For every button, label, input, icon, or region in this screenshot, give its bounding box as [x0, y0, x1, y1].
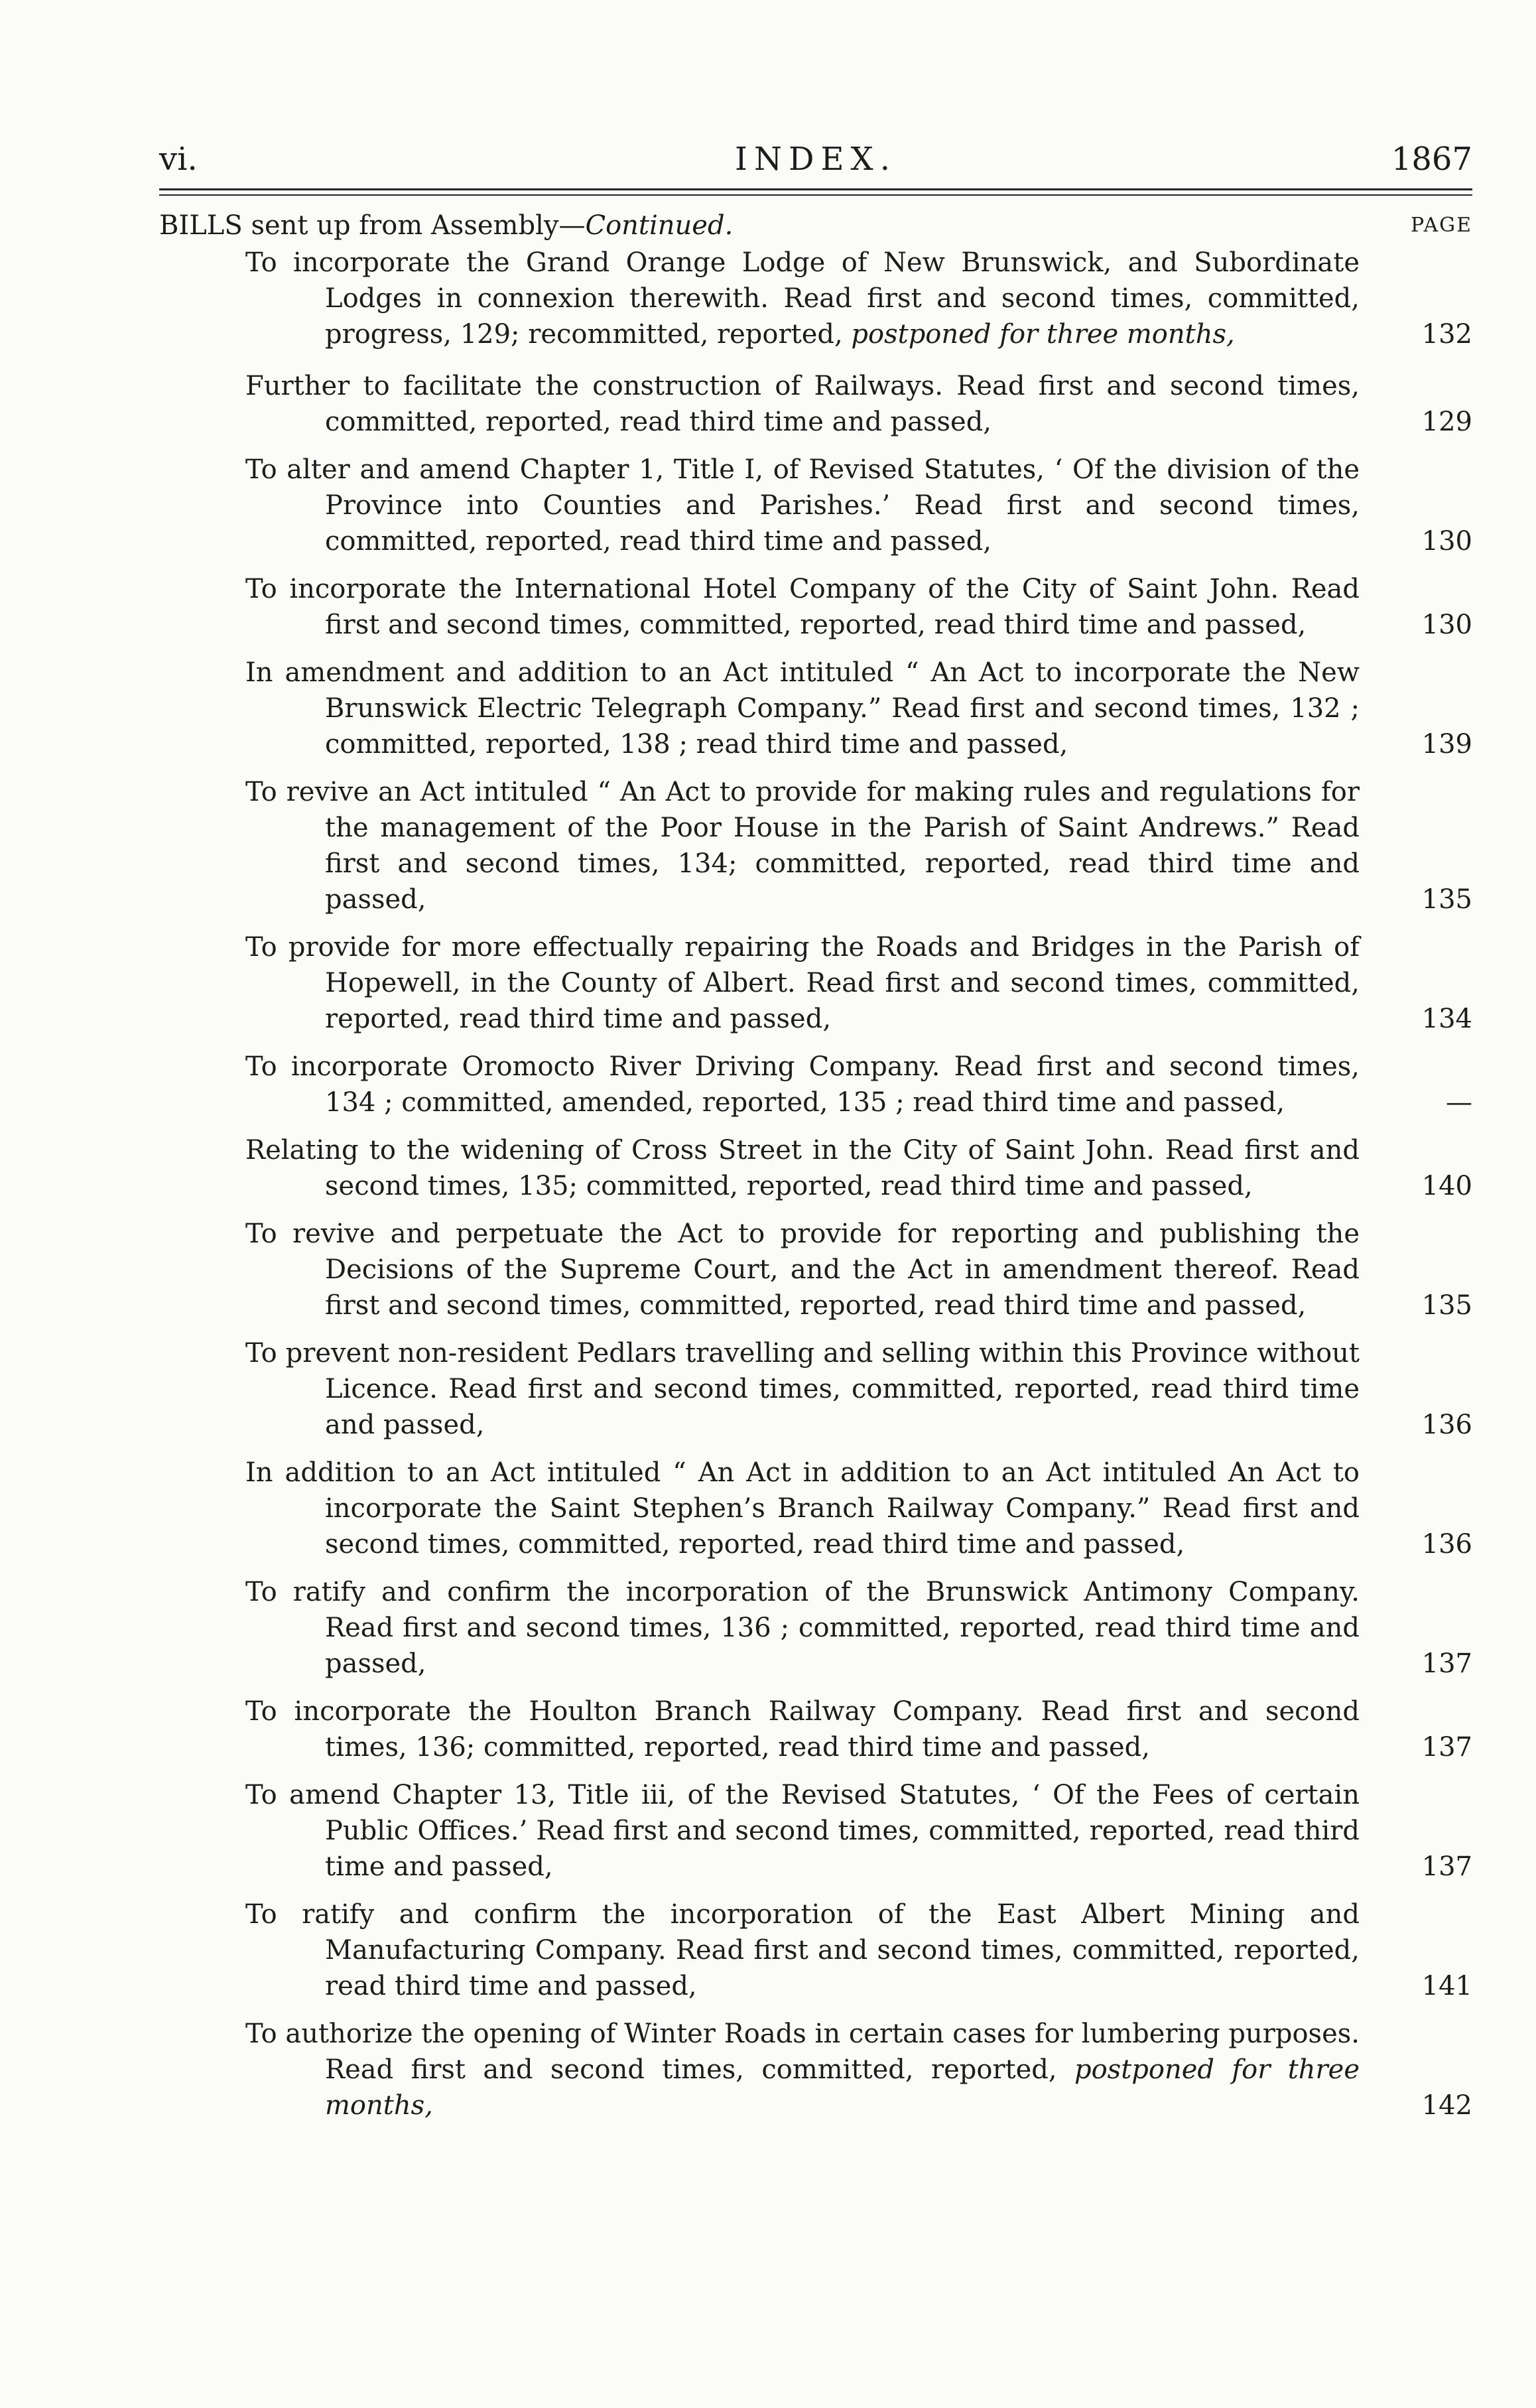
section-heading-continued: Continued. — [585, 210, 734, 241]
index-entries — [159, 245, 1472, 2123]
header-rule — [159, 188, 1472, 190]
entry-text: To incorporate Oromocto River Driving Company. Read first and second times, 134 ; committed, amended, reported, 135 ; read third time and passed, — [245, 1051, 1360, 1118]
index-page — [159, 133, 1472, 2135]
entry-text: To amend Chapter 13, Title iii, of the Revised Statutes, ‘ Of the Fees of certain Public Offices.’ Read first and second times, committed, reported, read third time and passed, — [245, 1780, 1360, 1882]
year: 1867 — [1391, 141, 1472, 178]
entry-text: To incorporate the Grand Orange Lodge of New Brunswick, and Subordinate Lodges in connexion therewith. Read first and second times, committed, progress, 129; recommitted, reported, — [245, 247, 1360, 350]
entry-page-number: 135 — [1421, 1290, 1472, 1321]
index-entry — [245, 2016, 1472, 2123]
index-entry — [245, 1216, 1472, 1323]
entry-italic-text: postponed for three months, — [325, 2054, 1360, 2121]
index-entry — [245, 1132, 1472, 1204]
entry-text: To incorporate the Houlton Branch Railway Company. Read first and second times, 136; committed, reported, read third time and passed, — [245, 1696, 1360, 1763]
page-column-label: PAGE — [1411, 214, 1472, 237]
entry-page-number: 137 — [1421, 1851, 1472, 1882]
header-rule-secondary — [159, 194, 1472, 196]
running-head — [159, 133, 1472, 186]
index-entry — [245, 1777, 1472, 1885]
entry-page-number: 130 — [1421, 610, 1472, 640]
entry-page-number: 132 — [1421, 319, 1472, 350]
entry-text: In addition to an Act intituled “ An Act in addition to an Act intituled An Act to incorporate the Saint Stephen’s Branch Railway Company.” Read first and second times, committed, reported, read third time and passed, — [245, 1457, 1360, 1560]
entry-page-number: 129 — [1421, 407, 1472, 437]
page-title: INDEX. — [735, 141, 897, 178]
section-heading — [159, 208, 1472, 243]
index-entry — [245, 1335, 1472, 1443]
index-entry — [245, 1694, 1472, 1765]
entry-page-number: 137 — [1421, 1732, 1472, 1763]
entry-page-number: 136 — [1421, 1529, 1472, 1560]
entry-text: To incorporate the International Hotel Company of the City of Saint John. Read first and second times, committed, reported, read third time and passed, — [245, 574, 1360, 640]
entry-text: To ratify and confirm the incorporation of the East Albert Mining and Manufacturing Company. Read first and second times, committed, reported, read third time and passed, — [245, 1899, 1360, 2001]
entry-page-number: 139 — [1421, 729, 1472, 760]
entry-text: Further to facilitate the construction of Railways. Read first and second times, committed, reported, read third time and passed, — [245, 371, 1360, 437]
entry-page-number: 142 — [1421, 2090, 1472, 2121]
index-entry — [245, 1455, 1472, 1562]
entry-page-number: — — [1446, 1087, 1472, 1118]
entry-italic-text: postponed for three months, — [851, 319, 1235, 350]
entry-text: To revive and perpetuate the Act to provide for reporting and publishing the Decisions of the Supreme Court, and the Act in amendment thereof. Read first and second times, committed, reported, read third time and passed, — [245, 1219, 1360, 1321]
index-entry — [245, 245, 1472, 352]
entry-text: To prevent non-resident Pedlars travelling and selling within this Province without Licence. Read first and second times, committed, reported, read third time and passed, — [245, 1338, 1360, 1440]
index-entry — [245, 1897, 1472, 2004]
entry-text: To authorize the opening of Winter Roads in certain cases for lumbering purposes. Read first and second times, committed, reported, — [245, 2019, 1360, 2085]
entry-page-number: 141 — [1421, 1971, 1472, 2001]
section-heading-text: BILLS sent up from Assembly— — [159, 210, 586, 241]
entry-text: To alter and amend Chapter 1, Title I, of Revised Statutes, ‘ Of the division of the Province into Counties and Parishes.’ Read first and second times, committed, reported, read third time and passed, — [245, 454, 1360, 557]
index-entry — [245, 452, 1472, 559]
entry-page-number: 130 — [1421, 526, 1472, 557]
entry-text: To ratify and confirm the incorporation of the Brunswick Antimony Company. Read first and second times, 136 ; committed, reported, read third time and passed, — [245, 1577, 1360, 1679]
index-entry — [245, 929, 1472, 1037]
entry-text: To revive an Act intituled “ An Act to provide for making rules and regulations for the management of the Poor House in the Parish of Saint Andrews.” Read first and second times, 134; committed, reported, read third time and passed, — [245, 777, 1360, 915]
entry-page-number: 135 — [1421, 884, 1472, 915]
index-entry — [245, 1049, 1472, 1120]
entry-page-number: 134 — [1421, 1004, 1472, 1034]
index-entry — [245, 774, 1472, 917]
entry-page-number: 140 — [1421, 1171, 1472, 1201]
index-entry — [245, 655, 1472, 762]
entry-text: Relating to the widening of Cross Street in the City of Saint John. Read first and second times, 135; committed, reported, read third time and passed, — [245, 1135, 1360, 1201]
entry-text: In amendment and addition to an Act intituled “ An Act to incorporate the New Brunswick Electric Telegraph Company.” Read first and second times, 132 ; committed, reported, 138 ; read third time and passed, — [245, 657, 1360, 760]
index-entry — [245, 571, 1472, 643]
page-number: vi. — [159, 141, 198, 178]
index-entry — [245, 368, 1472, 440]
index-entry — [245, 1574, 1472, 1682]
entry-page-number: 137 — [1421, 1648, 1472, 1679]
entry-page-number: 136 — [1421, 1410, 1472, 1440]
entry-text: To provide for more effectually repairing the Roads and Bridges in the Parish of Hopewell, in the County of Albert. Read first and second times, committed, reported, read third time and passed, — [245, 932, 1360, 1034]
